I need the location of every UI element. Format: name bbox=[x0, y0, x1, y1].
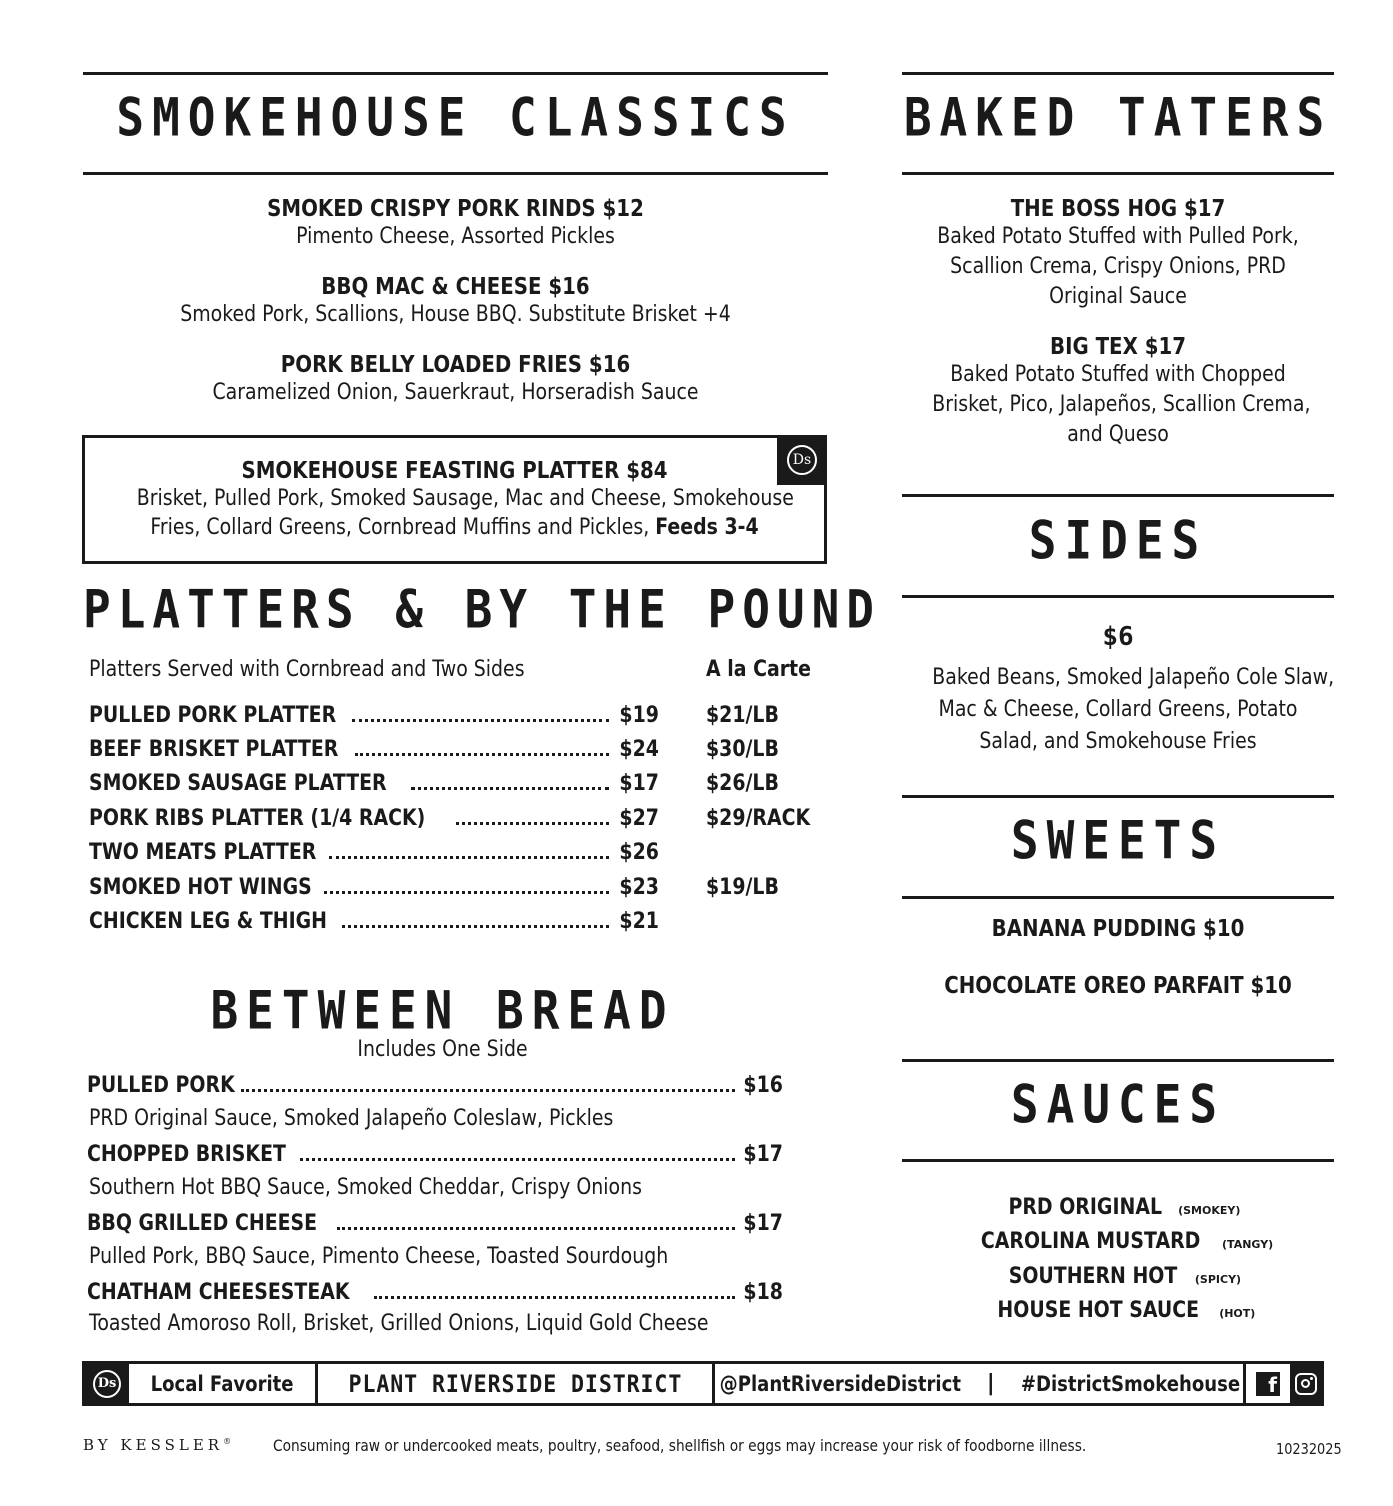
sandwich-name: CHOPPED BRISKET bbox=[87, 1142, 286, 1167]
footer-badge-cell bbox=[85, 1364, 129, 1403]
facebook-cell[interactable] bbox=[1246, 1364, 1290, 1403]
platter-price: $27 bbox=[619, 806, 659, 831]
feeds-note: Feeds 3-4 bbox=[655, 515, 759, 540]
social-handles bbox=[715, 1364, 1246, 1403]
sandwich-row bbox=[87, 1280, 783, 1308]
sauce-name: HOUSE HOT SAUCE bbox=[997, 1298, 1199, 1323]
sauce-name: SOUTHERN HOT bbox=[1008, 1264, 1178, 1289]
dot-leader bbox=[241, 1089, 735, 1092]
platter-name: SMOKED SAUSAGE PLATTER bbox=[89, 771, 387, 796]
sauce-item bbox=[902, 1298, 1334, 1323]
platter-row bbox=[89, 875, 659, 903]
instagram-cell[interactable] bbox=[1290, 1364, 1321, 1403]
ds-logo-icon: Ds bbox=[93, 1370, 121, 1398]
sandwich-price: $18 bbox=[743, 1280, 783, 1305]
sauce-item bbox=[902, 1195, 1334, 1220]
platter-name: CHICKEN LEG & THIGH bbox=[89, 909, 327, 934]
hashtag-link[interactable]: #DistrictSmokehouse bbox=[1020, 1371, 1240, 1396]
sandwich-price: $17 bbox=[743, 1211, 783, 1236]
platter-row bbox=[89, 909, 659, 937]
platter-row bbox=[89, 806, 659, 834]
sandwich-desc: Toasted Amoroso Roll, Brisket, Grilled Onions, Liquid Gold Cheese bbox=[89, 1311, 709, 1336]
item-name: SMOKED CRISPY PORK RINDS $12 bbox=[267, 196, 644, 222]
platter-row bbox=[89, 703, 659, 731]
sandwich-desc: PRD Original Sauce, Smoked Jalapeño Coleslaw, Pickles bbox=[89, 1106, 614, 1131]
sandwich-name: CHATHAM CHEESESTEAK bbox=[87, 1280, 350, 1305]
taters-bottom-rule bbox=[902, 172, 1334, 175]
handle-separator: | bbox=[986, 1371, 995, 1396]
kessler-brand: BY KESSLER bbox=[83, 1436, 224, 1454]
sauce-tag: (SMOKEY) bbox=[1178, 1204, 1241, 1217]
sides-list bbox=[902, 662, 1334, 758]
item-name: BANANA PUDDING $10 bbox=[991, 916, 1245, 942]
sandwich-price: $17 bbox=[743, 1142, 783, 1167]
sauces-top-rule bbox=[902, 1059, 1334, 1062]
sandwich-desc: Southern Hot BBQ Sauce, Smoked Cheddar, Crispy Onions bbox=[89, 1175, 642, 1200]
sauce-item bbox=[902, 1229, 1334, 1254]
platter-price: $23 bbox=[619, 875, 659, 900]
item-desc: Scallion Crema, Crispy Onions, PRD bbox=[950, 254, 1286, 279]
menu-code: 10232025 bbox=[1276, 1440, 1342, 1458]
dot-leader bbox=[337, 1227, 736, 1230]
item-name: BIG TEX $17 bbox=[1050, 334, 1186, 360]
sauces-heading: SAUCES bbox=[1010, 1072, 1226, 1136]
kessler-logo bbox=[83, 1436, 231, 1454]
dot-leader bbox=[355, 753, 609, 756]
feasting-desc-text: Fries, Collard Greens, Cornbread Muffins and Pickles, bbox=[150, 515, 656, 540]
platter-row bbox=[89, 840, 659, 868]
classics-bottom-rule bbox=[83, 172, 828, 175]
platter-name: PULLED PORK PLATTER bbox=[89, 703, 337, 728]
sauce-tag: (TANGY) bbox=[1222, 1238, 1274, 1251]
feasting-platter-desc-2 bbox=[137, 513, 773, 542]
dot-leader bbox=[342, 925, 609, 928]
platter-price: $19 bbox=[619, 703, 659, 728]
platter-price: $21 bbox=[619, 909, 659, 934]
sauce-tag: (HOT) bbox=[1219, 1307, 1256, 1320]
item-desc: Original Sauce bbox=[1049, 284, 1187, 309]
sandwich-row bbox=[87, 1211, 783, 1239]
sides-heading: SIDES bbox=[1028, 508, 1208, 572]
sweets-heading: SWEETS bbox=[1010, 808, 1226, 872]
between-bread-subtitle: Includes One Side bbox=[357, 1037, 528, 1062]
sides-top-rule bbox=[902, 494, 1334, 497]
platters-subtitle: Platters Served with Cornbread and Two Sides bbox=[89, 657, 525, 682]
item-desc: Brisket, Pico, Jalapeños, Scallion Crema, bbox=[932, 392, 1311, 417]
dot-leader bbox=[324, 891, 609, 894]
sides-line: Salad, and Smokehouse Fries bbox=[979, 729, 1257, 754]
item-name: BBQ MAC & CHEESE $16 bbox=[321, 274, 590, 300]
classics-top-rule bbox=[83, 72, 828, 75]
platter-price: $26 bbox=[619, 840, 659, 865]
platter-name: SMOKED HOT WINGS bbox=[89, 875, 312, 900]
dot-leader bbox=[352, 719, 609, 722]
sweets-top-rule bbox=[902, 795, 1334, 798]
sides-line: Baked Beans, Smoked Jalapeño Cole Slaw, bbox=[932, 665, 1335, 690]
ds-logo-icon: Ds bbox=[787, 445, 817, 475]
platter-row bbox=[89, 771, 659, 799]
item-desc: Pimento Cheese, Assorted Pickles bbox=[296, 224, 615, 249]
platter-name: TWO MEATS PLATTER bbox=[89, 840, 317, 865]
registered-mark: ® bbox=[223, 1437, 232, 1446]
sides-bottom-rule bbox=[902, 595, 1334, 598]
item-desc: Caramelized Onion, Sauerkraut, Horseradish Sauce bbox=[212, 380, 699, 405]
sandwich-desc: Pulled Pork, BBQ Sauce, Pimento Cheese, Toasted Sourdough bbox=[89, 1244, 669, 1269]
taters-top-rule bbox=[902, 72, 1334, 75]
footer-bar bbox=[82, 1361, 1324, 1406]
feasting-platter-name: SMOKEHOUSE FEASTING PLATTER $84 bbox=[241, 458, 668, 484]
platter-name: PORK RIBS PLATTER (1/4 RACK) bbox=[89, 806, 426, 831]
sauce-name: CAROLINA MUSTARD bbox=[980, 1229, 1201, 1254]
alc-price: $30/LB bbox=[706, 737, 779, 762]
sides-price: $6 bbox=[1102, 622, 1134, 652]
district-name bbox=[318, 1364, 715, 1403]
alc-price: $29/RACK bbox=[706, 806, 811, 831]
item-desc: Baked Potato Stuffed with Chopped bbox=[950, 362, 1286, 387]
sweets-item bbox=[902, 973, 1334, 999]
item-desc: Smoked Pork, Scallions, House BBQ. Substitute Brisket +4 bbox=[180, 302, 731, 327]
tater-item bbox=[902, 334, 1334, 450]
sauce-tag: (SPICY) bbox=[1194, 1273, 1242, 1286]
alc-price: $26/LB bbox=[706, 771, 779, 796]
baked-taters-heading: BAKED TATERS bbox=[903, 85, 1333, 149]
food-safety-disclaimer: Consuming raw or undercooked meats, poultry, seafood, shellfish or eggs may increase your risk of foodborne illness. bbox=[273, 1436, 1087, 1455]
dot-leader bbox=[329, 856, 609, 859]
facebook-icon[interactable]: f bbox=[1256, 1372, 1280, 1396]
dot-leader bbox=[411, 787, 609, 790]
dot-leader bbox=[300, 1158, 735, 1161]
sandwich-row bbox=[87, 1142, 783, 1170]
feasting-platter-box bbox=[82, 435, 827, 564]
platter-row bbox=[89, 737, 659, 765]
sauce-item bbox=[902, 1264, 1334, 1289]
item-name: CHOCOLATE OREO PARFAIT $10 bbox=[944, 973, 1292, 999]
sauces-bottom-rule bbox=[902, 1159, 1334, 1162]
item-desc: and Queso bbox=[1067, 422, 1169, 447]
item-name: PORK BELLY LOADED FRIES $16 bbox=[280, 352, 631, 378]
platters-heading: PLATTERS & BY THE POUND bbox=[83, 577, 881, 641]
dot-leader bbox=[456, 822, 609, 825]
sandwich-row bbox=[87, 1073, 783, 1101]
dot-leader bbox=[374, 1296, 735, 1299]
between-bread-heading: BETWEEN BREAD bbox=[210, 978, 675, 1042]
sweets-item bbox=[902, 916, 1334, 942]
local-favorite-label: Local Favorite bbox=[150, 1371, 294, 1396]
instagram-handle-link[interactable]: @PlantRiversideDistrict bbox=[719, 1371, 962, 1396]
platter-price: $17 bbox=[619, 771, 659, 796]
platter-name: BEEF BRISKET PLATTER bbox=[89, 737, 339, 762]
alc-price: $21/LB bbox=[706, 703, 779, 728]
district-label: PLANT RIVERSIDE DISTRICT bbox=[348, 1369, 682, 1398]
sweets-bottom-rule bbox=[902, 896, 1334, 899]
sandwich-name: PULLED PORK bbox=[87, 1073, 235, 1098]
smokehouse-classics-heading: SMOKEHOUSE CLASSICS bbox=[116, 85, 795, 149]
classics-item bbox=[83, 196, 828, 252]
sauce-name: PRD ORIGINAL bbox=[1008, 1195, 1162, 1220]
platter-price: $24 bbox=[619, 737, 659, 762]
item-name: THE BOSS HOG $17 bbox=[1010, 196, 1226, 222]
local-favorite bbox=[129, 1364, 318, 1403]
sides-line: Mac & Cheese, Collard Greens, Potato bbox=[938, 697, 1298, 722]
feasting-platter-desc-1: Brisket, Pulled Pork, Smoked Sausage, Mac and Cheese, Smokehouse bbox=[136, 486, 794, 511]
sandwich-price: $16 bbox=[743, 1073, 783, 1098]
sandwich-name: BBQ GRILLED CHEESE bbox=[87, 1211, 318, 1236]
instagram-icon[interactable] bbox=[1295, 1373, 1317, 1395]
alc-header: A la Carte bbox=[706, 657, 811, 682]
classics-item bbox=[83, 274, 828, 330]
alc-price: $19/LB bbox=[706, 875, 779, 900]
item-desc: Baked Potato Stuffed with Pulled Pork, bbox=[937, 224, 1299, 249]
classics-item bbox=[83, 352, 828, 408]
tater-item bbox=[902, 196, 1334, 312]
